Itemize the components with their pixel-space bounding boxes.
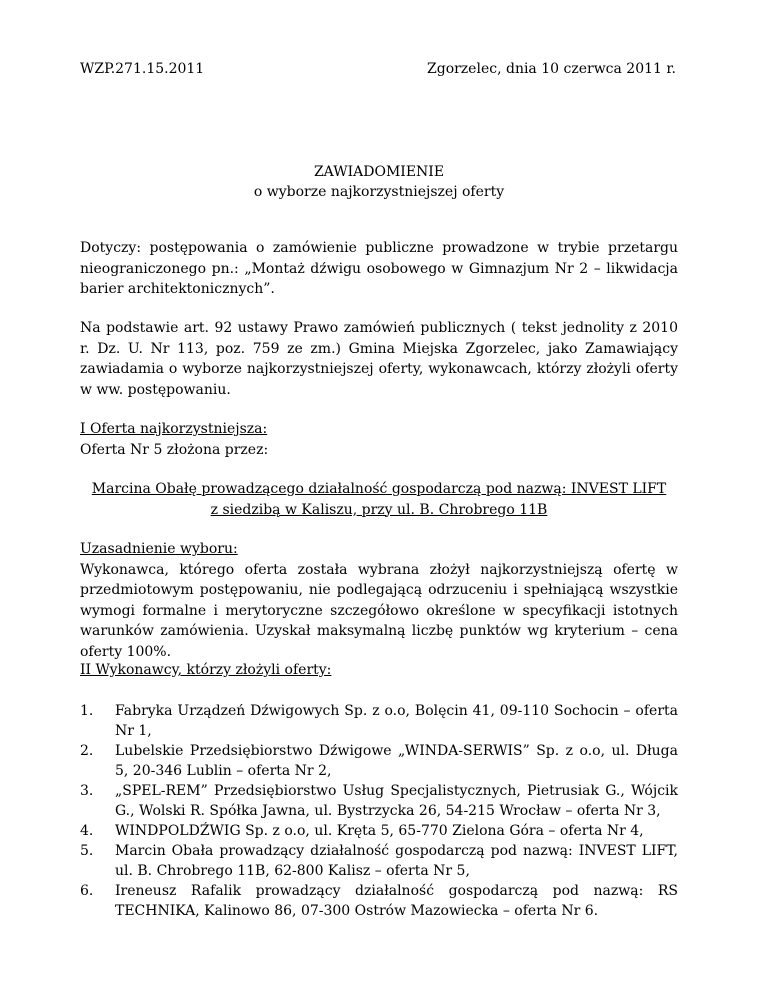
list-item: 3. „SPEL-REM” Przedsiębiorstwo Usług Specjalistycznych, Pietrusiak G., Wójcik G., Wolski R. Spółka Jawna, ul. Bystrzycka 26, 54-215 Wrocław – oferta Nr 3, [80,783,678,819]
offers-list [80,701,678,921]
notice-subtitle: o wyborze najkorzystniejszej oferty [253,184,505,200]
list-item: 6. Ireneusz Rafalik prowadzący działalność gospodarczą pod nazwą: RS TECHNIKA, Kalinowo 86, 07-300 Ostrów Mazowiecka – oferta Nr 6. [80,883,678,919]
list-item: 1. Fabryka Urządzeń Dźwigowych Sp. z o.o, Bolęcin 41, 09-110 Sochocin – oferta Nr 1, [80,703,678,739]
justification-heading: Uzasadnienie wyboru: [80,541,238,557]
justification-text: Wykonawca, którego oferta została wybrana złożył najkorzystniejszą ofertę w przedmiotowym postępowaniu, nie podlegającą odrzuceniu i spełniającą wszystkie wymogi formalne i merytoryczne szczegółowo określone w specyfikacji istotnych warunków zamówienia. Uzyskał maksymalną liczbę punktów wg kryterium – cena oferty 100%. [80,561,678,660]
section2-heading-block [80,660,678,681]
notice-title: ZAWIADOMIENIE [313,164,445,180]
place-and-date: Zgorzelec, dnia 10 czerwca 2011 r. [427,61,676,77]
document-header [80,60,676,78]
justification-block [80,539,678,662]
subject-title: „Montaż dźwigu osobowego w Gimnazjum Nr 2 – likwidacja barier architektonicznych”. [80,260,678,297]
winner-name: Marcina Obałę prowadzącego działalność gospodarczą pod nazwą: INVEST LIFT [91,481,667,497]
subject-paragraph [80,238,678,300]
subject-intro: Dotyczy: postępowania o zamówienie publiczne prowadzone w trybie przetargu nieograniczonego pn.: [80,240,678,277]
winner-address: z siedzibą w Kaliszu, przy ul. B. Chrobrego 11B [210,501,548,518]
section1-heading: I Oferta najkorzystniejsza: [80,421,268,437]
legal-basis-paragraph: Na podstawie art. 92 ustawy Prawo zamówień publicznych ( tekst jednolity z 2010 r. Dz. U. Nr 113, poz. 759 ze zm.) Gmina Miejska Zgorzelec, jako Zamawiający zawiadamia o wyborze najkorzystniejszej oferty, wykonawcach, którzy złożyli oferty w ww. postępowaniu. [80,320,678,398]
winner-block [80,479,678,520]
list-item: 4. WINDPOLDŹWIG Sp. z o.o, ul. Kręta 5, 65-770 Zielona Góra – oferta Nr 4, [80,823,644,839]
list-item: 2. Lubelskie Przedsiębiorstwo Dźwigowe „WINDA-SERWIS” Sp. z o.o, ul. Długa 5, 20-346 Lublin – oferta Nr 2, [80,743,678,779]
offer-submitted-by: Oferta Nr 5 złożona przez: [80,441,269,458]
offers-list-block [80,701,678,921]
section1-block [80,419,678,460]
notice-title-block [80,162,678,202]
list-item: 5. Marcin Obała prowadzący działalność gospodarczą pod nazwą: INVEST LIFT, ul. B. Chrobrego 11B, 62-800 Kalisz – oferta Nr 5, [80,843,678,879]
section2-heading: II Wykonawcy, którzy złożyli oferty: [80,662,332,678]
reference-number: WZP.271.15.2011 [80,61,205,77]
